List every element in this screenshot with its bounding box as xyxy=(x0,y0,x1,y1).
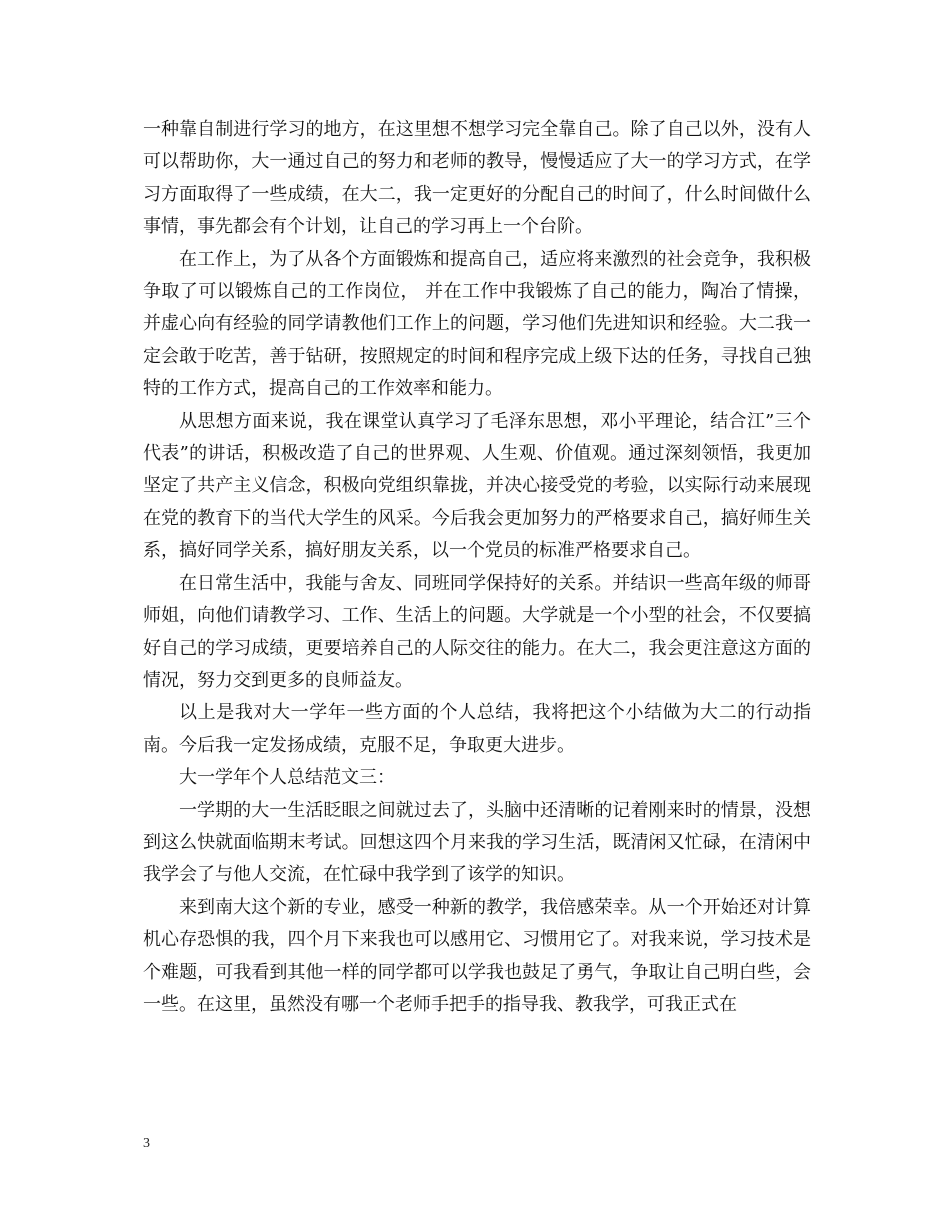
paragraph-5: 以上是我对大一学年一些方面的个人总结，我将把这个小结做为大二的行动指南。今后我一定发扬成绩，克服不足，争取更大进步。 xyxy=(143,702,811,756)
document-body xyxy=(143,114,811,1021)
paragraph-6: 一学期的大一生活眨眼之间就过去了，头脑中还清晰的记着刚来时的情景，没想到这么快就面临期末考试。回想这四个月来我的学习生活，既清闲又忙碌，在清闲中我学会了与他人交流，在忙碌中我学到了该学的知识。 xyxy=(143,799,811,886)
paragraph-2: 在工作上，为了从各个方面锻炼和提高自己，适应将来激烈的社会竞争，我积极争取了可以锻炼自己的工作岗位， 并在工作中我锻炼了自己的能力，陶冶了情操，并虚心向有经验的同学请教他们工作上的问题，学习他们先进知识和经验。大二我一定会敢于吃苦，善于钻研，按照规定的时间和程序完成上级下达的任务，寻找自己独特的工作方式，提高自己的工作效率和能力。 xyxy=(143,248,811,400)
section-heading: 大一学年个人总结范文三： xyxy=(179,767,395,789)
page-number: 3 xyxy=(143,1136,150,1151)
paragraph-3: 从思想方面来说，我在课堂认真学习了毛泽东思想，邓小平理论，结合江”三个代表”的讲话，积极改造了自己的世界观、人生观、价值观。通过深刻领悟，我更加坚定了共产主义信念，积极向党组织靠拢，并决心接受党的考验，以实际行动来展现在党的教育下的当代大学生的风采。今后我会更加努力的严格要求自己，搞好师生关系，搞好同学关系，搞好朋友关系，以一个党员的标准严格要求自己。 xyxy=(143,410,811,562)
paragraph-4: 在日常生活中，我能与舍友、同班同学保持好的关系。并结识一些高年级的师哥师姐，向他们请教学习、工作、生活上的问题。大学就是一个小型的社会，不仅要搞好自己的学习成绩，更要培养自己的人际交往的能力。在大二，我会更注意这方面的情况，努力交到更多的良师益友。 xyxy=(143,572,811,691)
paragraph-7: 来到南大这个新的专业，感受一种新的教学，我倍感荣幸。从一个开始还对计算机心存恐惧的我，四个月下来我也可以感用它、习惯用它了。对我来说，学习技术是个难题，可我看到其他一样的同学都可以学我也鼓足了勇气，争取让自己明白些，会一些。在这里，虽然没有哪一个老师手把手的指导我、教我学，可我正式在 xyxy=(143,896,811,1015)
paragraph-1: 一种靠自制进行学习的地方，在这里想不想学习完全靠自己。除了自己以外，没有人可以帮助你，大一通过自己的努力和老师的教导，慢慢适应了大一的学习方式，在学习方面取得了一些成绩，在大二，我一定更好的分配自己的时间了，什么时间做什么事情，事先都会有个计划，让自己的学习再上一个台阶。 xyxy=(143,119,811,238)
